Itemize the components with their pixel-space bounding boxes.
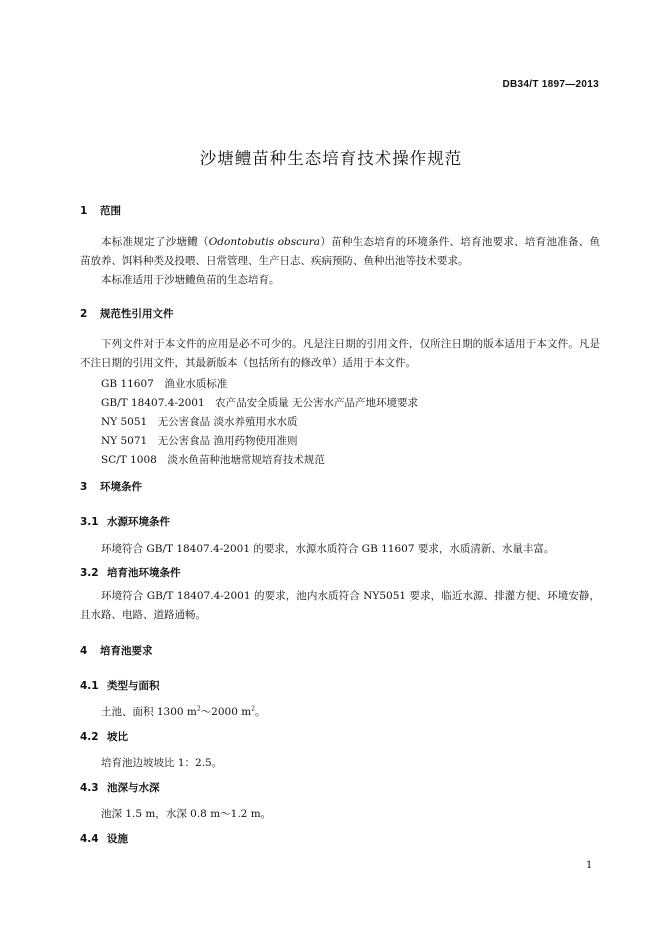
section-2-heading <box>80 306 174 321</box>
page-number: 1 <box>586 860 593 871</box>
text-run: ～2000 m <box>200 706 252 718</box>
section-title: 培育池环境条件 <box>107 567 181 579</box>
document-code: DB34/T 1897—2013 <box>502 79 599 90</box>
latin-name: Odontobutis obscura <box>208 236 321 248</box>
section-number: 4.2 <box>80 731 99 743</box>
section-3-2-text: 环境符合 GB/T 18407.4-2001 的要求，池内水质符合 NY5051 要求，临近水源、排灌方便、环境安静，且水路、电路、道路通畅。 <box>80 590 600 622</box>
section-title: 设施 <box>107 833 128 845</box>
text-run: 。 <box>255 706 266 718</box>
superscript: 2 <box>196 705 201 713</box>
section-3-1-text: 环境符合 GB/T 18407.4-2001 的要求，水源水质符合 GB 11607 要求，水质清新、水量丰富。 <box>101 543 555 555</box>
section-4-2-heading <box>80 729 128 744</box>
section-number: 3.2 <box>80 567 99 579</box>
section-number: 3.1 <box>80 516 99 528</box>
section-1-paragraph-2: 本标准适用于沙塘鳢鱼苗的生态培育。 <box>101 274 280 286</box>
superscript: 2 <box>251 705 256 713</box>
section-4-2-text: 培育池边坡坡比 1：2.5。 <box>101 757 223 769</box>
section-title: 培育池要求 <box>100 645 153 657</box>
reference-item: NY 5051 无公害食品 淡水养殖用水水质 <box>101 416 298 428</box>
text-run: 本标准规定了沙塘鳢（ <box>101 236 209 248</box>
section-3-2-heading <box>80 565 181 580</box>
section-3-heading <box>80 479 142 494</box>
document-title: 沙塘鳢苗种生态培育技术操作规范 <box>199 149 463 168</box>
section-title: 类型与面积 <box>107 680 160 692</box>
section-title: 环境条件 <box>100 481 142 493</box>
section-title: 范围 <box>100 205 121 217</box>
section-2-intro: 下列文件对于本文件的应用是必不可少的。凡是注日期的引用文件，仅所注日期的版本适用于本文件。凡是不注日期的引用文件，其最新版本（包括所有的修改单）适用于本文件。 <box>80 338 600 370</box>
section-4-1-text <box>101 704 266 719</box>
section-number: 4.1 <box>80 680 99 692</box>
section-4-1-heading <box>80 678 160 693</box>
section-number: 4 <box>80 645 88 657</box>
section-number: 2 <box>80 308 88 320</box>
section-title: 池深与水深 <box>107 782 160 794</box>
reference-item: GB 11607 渔业水质标准 <box>101 378 228 390</box>
reference-item: GB/T 18407.4-2001 农产品安全质量 无公害水产品产地环境要求 <box>101 397 419 409</box>
text-run: ）苗种生态培育的环境条件、培育池要求、培育池准备、鱼苗放养、饵料种类及投喂、日常管理、生产日志、疾病预防、鱼种出池等技术要求。 <box>80 236 601 268</box>
section-title: 坡比 <box>107 731 128 743</box>
section-title: 水源环境条件 <box>107 516 170 528</box>
section-4-3-text: 池深 1.5 m，水深 0.8 m～1.2 m。 <box>101 808 272 820</box>
section-number: 4.3 <box>80 782 99 794</box>
section-number: 1 <box>80 205 88 217</box>
section-4-3-heading <box>80 780 160 795</box>
section-1-paragraph-1 <box>80 233 600 271</box>
section-title: 规范性引用文件 <box>100 308 174 320</box>
text-run: 土池、面积 1300 m <box>101 706 197 718</box>
section-number: 3 <box>80 481 88 493</box>
section-3-1-heading <box>80 514 170 529</box>
reference-item: SC/T 1008 淡水鱼苗种池塘常规培育技术规范 <box>101 454 325 466</box>
section-1-heading <box>80 203 121 218</box>
section-4-4-heading <box>80 831 128 846</box>
section-number: 4.4 <box>80 833 99 845</box>
reference-item: NY 5071 无公害食品 渔用药物使用准则 <box>101 435 298 447</box>
section-4-heading <box>80 643 153 658</box>
